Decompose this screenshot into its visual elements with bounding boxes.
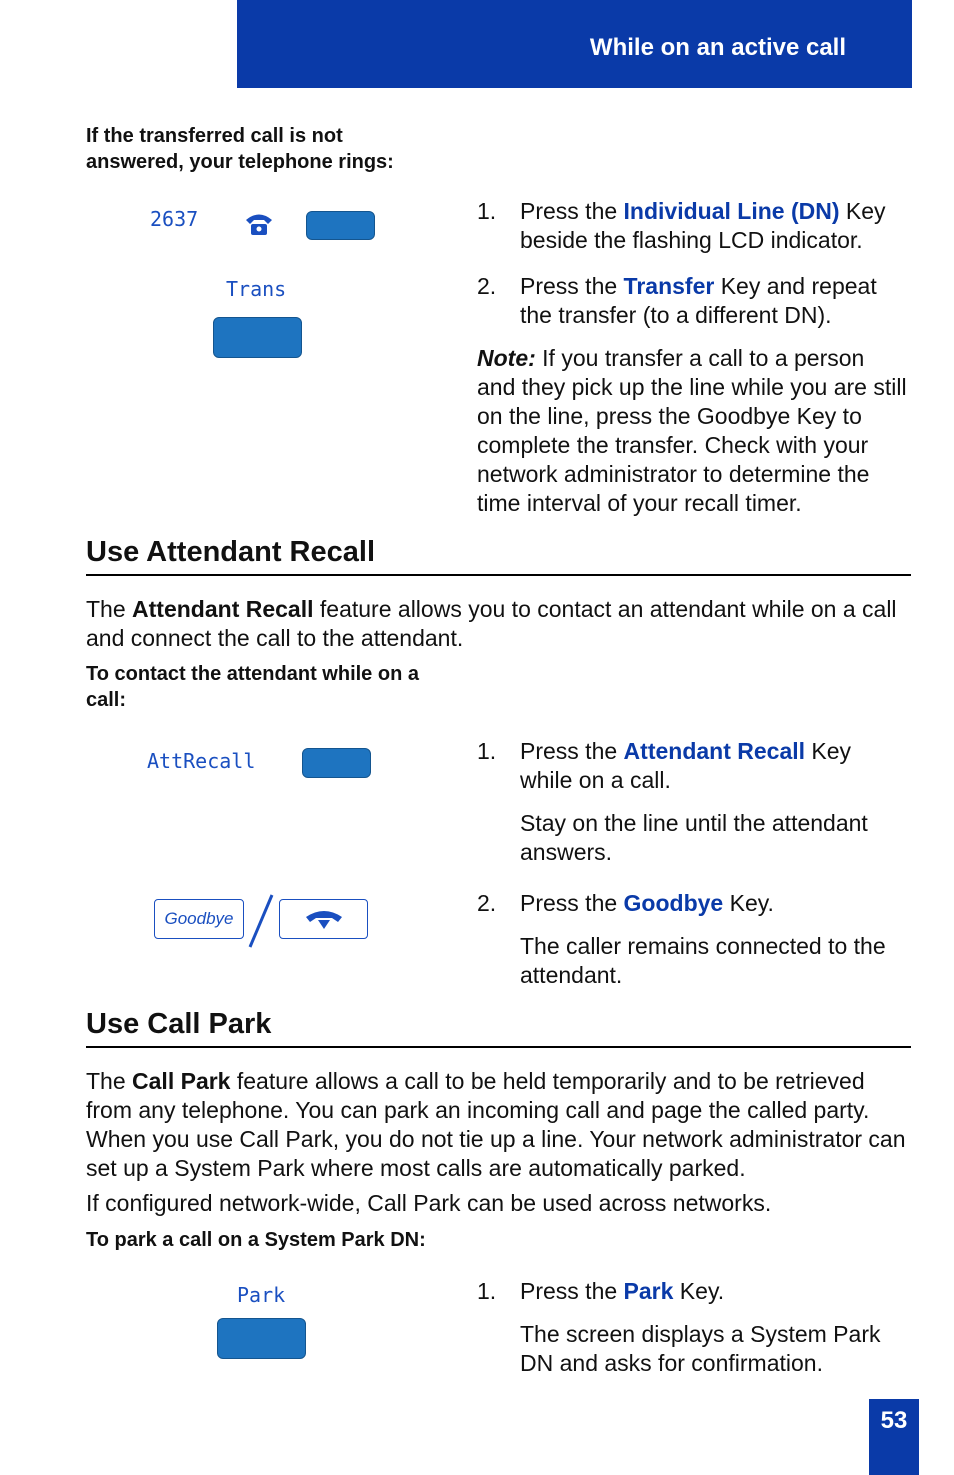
header-title: While on an active call [589, 34, 846, 61]
attendant-step-1-sub: Stay on the line until the attendant answers. [520, 810, 868, 865]
heading-attendant-recall: Use Attendant Recall [86, 536, 375, 568]
section-rule [86, 1046, 911, 1048]
call-park-network-note: If configured network-wide, Call Park can be used across networks. [86, 1190, 772, 1216]
attendant-recall-lead: To contact the attendant while on a call: [86, 663, 419, 711]
attendant-recall-key[interactable] [302, 748, 371, 778]
individual-line-key[interactable] [306, 211, 375, 240]
transfer-lead: If the transferred call is not answered, your telephone rings: [86, 125, 394, 173]
attendant-step-2-sub: The caller remains connected to the attendant. [520, 933, 886, 988]
goodbye-handset-button[interactable] [279, 899, 368, 939]
heading-call-park: Use Call Park [86, 1008, 272, 1040]
section-rule [86, 574, 911, 576]
call-park-lead: To park a call on a System Park DN: [86, 1229, 426, 1251]
lcd-softkey-trans: Trans [226, 277, 287, 301]
header-bar [237, 0, 912, 88]
transfer-softkey[interactable] [213, 317, 302, 358]
note-label: Note: [477, 345, 536, 371]
park-step-1-sub: The screen displays a System Park DN and asks for confirmation. [520, 1321, 881, 1376]
lcd-dn-2637: 2637 [150, 207, 199, 231]
call-park-intro: The Call Park feature allows a call to be held temporarily and to be retrieved from any telephone. You can park an incoming call and page the called party. When you use Call Park, you do not tie up a line. Your network administrator can set up a System Park where most calls are automatically parked. [86, 1068, 906, 1181]
goodbye-button[interactable] [154, 899, 244, 939]
phone-icon [244, 211, 274, 237]
page-number: 53 [880, 1407, 908, 1434]
park-softkey[interactable] [217, 1318, 306, 1359]
attendant-recall-intro: The Attendant Recall feature allows you to contact an attendant while on a call and connect the call to the attendant. [86, 596, 897, 651]
lcd-softkey-park: Park [237, 1283, 286, 1307]
lcd-softkey-attrecall: AttRecall [147, 749, 256, 773]
slash-divider [247, 893, 275, 949]
hang-up-icon [304, 907, 344, 931]
transfer-note: Note: If you transfer a call to a person and they pick up the line while you are still on the line, press the Goodbye Key to complete the transfer. Check with your network administrator to determine the time interval of your recall timer. [477, 345, 907, 516]
page-number-box [869, 1399, 919, 1475]
goodbye-button-label: Goodbye [164, 909, 234, 928]
